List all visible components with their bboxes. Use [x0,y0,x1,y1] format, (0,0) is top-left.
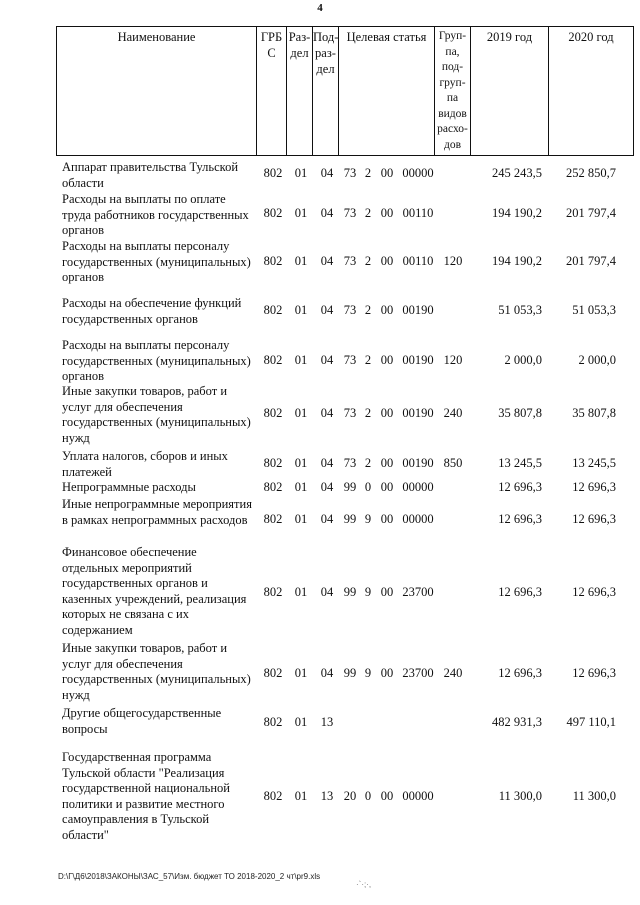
row-target-direction: 00000 [402,480,434,494]
row-2020: 2 000,0 [578,353,616,367]
row-name: Расходы на выплаты персоналу государственных (муниципальных) органов [62,239,251,284]
row-2020: 201 797,4 [566,254,616,268]
row-target-program: 73 [343,254,357,268]
row-target-program: 99 [343,585,357,599]
row-razdel: 01 [294,456,308,470]
row-target-subprogram: 2 [364,456,372,470]
row-target-program: 73 [343,303,357,317]
header-2020: 2020 год [568,30,614,44]
row-grbs: 802 [263,353,283,367]
row-grbs: 802 [263,206,283,220]
row-2019: 12 696,3 [498,666,542,680]
row-vr: 240 [443,406,463,420]
row-target-subprogram: 9 [364,585,372,599]
row-name: Непрограммные расходы [62,480,196,494]
row-2019: 194 190,2 [492,206,542,220]
page-number: 4 [317,2,323,14]
row-target-event: 00 [380,303,394,317]
row-target-event: 00 [380,789,394,803]
row-podrazdel: 04 [320,254,334,268]
row-2020: 13 245,5 [572,456,616,470]
row-grbs: 802 [263,585,283,599]
row-razdel: 01 [294,254,308,268]
row-podrazdel: 04 [320,666,334,680]
row-target-program: 99 [343,480,357,494]
row-razdel: 01 [294,585,308,599]
row-target-event: 00 [380,585,394,599]
row-target-event: 00 [380,166,394,180]
row-grbs: 802 [263,254,283,268]
row-target-direction: 23700 [402,666,434,680]
row-target-subprogram: 2 [364,166,372,180]
row-2019: 11 300,0 [498,789,542,803]
row-2020: 12 696,3 [572,480,616,494]
row-target-direction: 00190 [402,456,434,470]
row-target-event: 00 [380,666,394,680]
row-target-subprogram: 0 [364,789,372,803]
row-grbs: 802 [263,715,283,729]
header-razdel: Раз- дел [287,27,313,155]
row-target-event: 00 [380,353,394,367]
row-target-program: 73 [343,206,357,220]
row-grbs: 802 [263,406,283,420]
row-podrazdel: 04 [320,456,334,470]
header-vr: Груп- па, под- груп- па видов расхо- дов [435,27,471,155]
row-2020: 51 053,3 [572,303,616,317]
row-target-subprogram: 9 [364,666,372,680]
row-name: Государственная программа Тульской области "Реализация государственной национальной политики и развитие местного самоуправления в Тульской области" [62,750,230,842]
row-2020: 12 696,3 [572,666,616,680]
scan-smudge: ·`·;·, [356,880,372,889]
row-razdel: 01 [294,789,308,803]
row-target-program: 73 [343,406,357,420]
row-2020: 497 110,1 [566,715,616,729]
row-target-subprogram: 0 [364,480,372,494]
row-target-subprogram: 2 [364,254,372,268]
row-target-program: 99 [343,512,357,526]
row-2020: 12 696,3 [572,512,616,526]
row-target-direction: 00000 [402,789,434,803]
row-podrazdel: 04 [320,512,334,526]
row-razdel: 01 [294,512,308,526]
row-2020: 12 696,3 [572,585,616,599]
row-razdel: 01 [294,406,308,420]
row-name: Иные непрограммные мероприятия в рамках непрограммных расходов [62,497,252,527]
row-razdel: 01 [294,206,308,220]
row-grbs: 802 [263,456,283,470]
row-target-event: 00 [380,512,394,526]
row-2019: 12 696,3 [498,585,542,599]
header-2019: 2019 год [471,27,549,155]
row-target-subprogram: 2 [364,303,372,317]
row-razdel: 01 [294,715,308,729]
file-path-footer: D:\Г\Д6\2018\ЗАКОНЫ\ЗАС_57\Изм. бюджет ТО 2018-2020_2 чт\pr9.xls [58,872,321,881]
row-grbs: 802 [263,480,283,494]
row-name: Уплата налогов, сборов и иных платежей [62,449,228,479]
row-podrazdel: 13 [320,789,334,803]
row-2020: 35 807,8 [572,406,616,420]
row-target-program: 73 [343,456,357,470]
row-name: Иные закупки товаров, работ и услуг для обеспечения государственных (муниципальных) нужд [62,384,251,445]
row-2019: 12 696,3 [498,480,542,494]
row-target-direction: 23700 [402,585,434,599]
row-target-direction: 00190 [402,303,434,317]
row-vr: 240 [443,666,463,680]
row-target-direction: 00190 [402,406,434,420]
row-podrazdel: 04 [320,166,334,180]
row-name: Аппарат правительства Тульской области [62,160,239,190]
row-target-event: 00 [380,406,394,420]
row-2019: 51 053,3 [498,303,542,317]
row-podrazdel: 04 [320,585,334,599]
row-podrazdel: 04 [320,353,334,367]
row-podrazdel: 04 [320,480,334,494]
row-2019: 194 190,2 [492,254,542,268]
row-target-direction: 00110 [402,206,434,220]
row-podrazdel: 13 [320,715,334,729]
row-target-direction: 00000 [402,512,434,526]
row-grbs: 802 [263,789,283,803]
row-target-event: 00 [380,206,394,220]
row-razdel: 01 [294,303,308,317]
row-grbs: 802 [263,512,283,526]
row-target-subprogram: 2 [364,353,372,367]
header-name: Наименование [57,27,257,155]
row-target-program: 99 [343,666,357,680]
row-target-program: 20 [343,789,357,803]
header-target: Целевая статья [339,27,435,155]
row-name: Расходы на обеспечение функций государственных органов [62,296,242,326]
row-2019: 35 807,8 [498,406,542,420]
row-podrazdel: 04 [320,206,334,220]
row-2019: 13 245,5 [498,456,542,470]
row-target-direction: 00000 [402,166,434,180]
row-target-program: 73 [343,353,357,367]
row-2019: 12 696,3 [498,512,542,526]
header-grbs: ГРБ С [257,27,287,155]
row-target-event: 00 [380,480,394,494]
row-target-direction: 00110 [402,254,434,268]
row-vr: 120 [443,353,463,367]
row-target-subprogram: 2 [364,406,372,420]
header-podrazdel: Под- раз- дел [313,27,339,155]
row-podrazdel: 04 [320,406,334,420]
row-grbs: 802 [263,303,283,317]
row-razdel: 01 [294,666,308,680]
row-2020: 11 300,0 [572,789,616,803]
row-vr: 850 [443,456,463,470]
row-name: Иные закупки товаров, работ и услуг для обеспечения государственных (муниципальных) нужд [62,641,251,702]
row-target-program: 73 [343,166,357,180]
row-target-event: 00 [380,254,394,268]
row-2019: 482 931,3 [492,715,542,729]
row-target-subprogram: 9 [364,512,372,526]
row-2019: 2 000,0 [504,353,542,367]
row-name: Другие общегосударственные вопросы [62,706,222,736]
row-grbs: 802 [263,666,283,680]
row-podrazdel: 04 [320,303,334,317]
row-2020: 252 850,7 [566,166,616,180]
row-razdel: 01 [294,480,308,494]
row-2020: 201 797,4 [566,206,616,220]
row-grbs: 802 [263,166,283,180]
row-target-event: 00 [380,456,394,470]
row-name: Расходы на выплаты по оплате труда работников государственных органов [62,192,249,237]
row-name: Финансовое обеспечение отдельных мероприятий государственных органов и казенных учреждений, реализация которых не связана с их содержанием [62,545,247,637]
row-razdel: 01 [294,353,308,367]
row-target-subprogram: 2 [364,206,372,220]
row-vr: 120 [443,254,463,268]
row-2019: 245 243,5 [492,166,542,180]
row-name: Расходы на выплаты персоналу государственных (муниципальных) органов [62,338,251,383]
row-target-direction: 00190 [402,353,434,367]
row-razdel: 01 [294,166,308,180]
